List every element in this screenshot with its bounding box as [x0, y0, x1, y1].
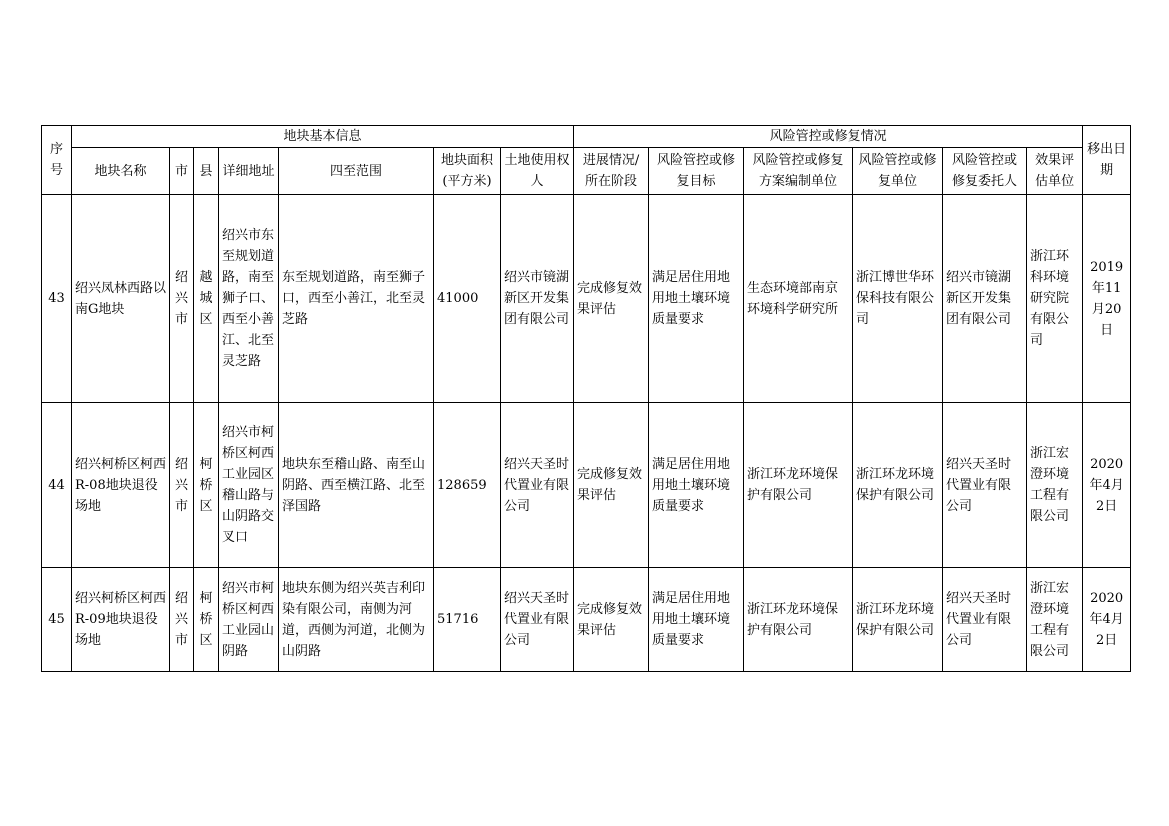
- header-row-columns: [42, 148, 1131, 195]
- header-risk-group: 风险管控或修复情况: [574, 126, 1083, 148]
- cell-evaluation-unit: 浙江宏澄环境工程有限公司: [1027, 568, 1083, 672]
- header-address: 详细地址: [219, 148, 279, 195]
- cell-target: 满足居住用地用地土壤环境质量要求: [649, 568, 744, 672]
- cell-removal-date: 2019年11月20日: [1083, 195, 1131, 403]
- cell-progress: 完成修复效果评估: [574, 403, 649, 568]
- header-basic-info-group: 地块基本信息: [72, 126, 574, 148]
- cell-seq: 45: [42, 568, 72, 672]
- cell-removal-date: 2020年4月2日: [1083, 568, 1131, 672]
- header-progress: 进展情况/所在阶段: [574, 148, 649, 195]
- cell-removal-date: 2020年4月2日: [1083, 403, 1131, 568]
- cell-land-user: 绍兴天圣时代置业有限公司: [501, 568, 574, 672]
- cell-city: 绍兴市: [170, 568, 194, 672]
- cell-target: 满足居住用地用地土壤环境质量要求: [649, 195, 744, 403]
- header-seq: 序号: [42, 126, 72, 195]
- cell-county: 越城区: [194, 195, 219, 403]
- cell-evaluation-unit: 浙江宏澄环境工程有限公司: [1027, 403, 1083, 568]
- header-evaluation-unit: 效果评估单位: [1027, 148, 1083, 195]
- header-plot-name: 地块名称: [72, 148, 170, 195]
- header-city: 市: [170, 148, 194, 195]
- header-boundaries: 四至范围: [279, 148, 434, 195]
- cell-area: 128659: [434, 403, 501, 568]
- header-target: 风险管控或修复目标: [649, 148, 744, 195]
- cell-plot-name: 绍兴柯桥区柯西R-08地块退役场地: [72, 403, 170, 568]
- cell-area: 41000: [434, 195, 501, 403]
- header-county: 县: [194, 148, 219, 195]
- cell-remediation-unit: 浙江环龙环境保护有限公司: [853, 403, 943, 568]
- cell-boundaries: 东至规划道路，南至狮子口，西至小善江，北至灵芝路: [279, 195, 434, 403]
- cell-evaluation-unit: 浙江环科环境研究院有限公司: [1027, 195, 1083, 403]
- cell-land-user: 绍兴市镜湖新区开发集团有限公司: [501, 195, 574, 403]
- header-land-user: 土地使用权人: [501, 148, 574, 195]
- header-client: 风险管控或修复委托人: [943, 148, 1027, 195]
- cell-county: 柯桥区: [194, 568, 219, 672]
- cell-city: 绍兴市: [170, 195, 194, 403]
- cell-plan-unit: 生态环境部南京环境科学研究所: [744, 195, 853, 403]
- cell-client: 绍兴市镜湖新区开发集团有限公司: [943, 195, 1027, 403]
- cell-county: 柯桥区: [194, 403, 219, 568]
- cell-remediation-unit: 浙江博世华环保科技有限公司: [853, 195, 943, 403]
- cell-progress: 完成修复效果评估: [574, 195, 649, 403]
- cell-address: 绍兴市柯桥区柯西工业园区稽山路与山阴路交叉口: [219, 403, 279, 568]
- cell-remediation-unit: 浙江环龙环境保护有限公司: [853, 568, 943, 672]
- header-plan-unit: 风险管控或修复方案编制单位: [744, 148, 853, 195]
- cell-boundaries: 地块东至稽山路、南至山阴路、西至横江路、北至泽国路: [279, 403, 434, 568]
- header-remediation-unit: 风险管控或修复单位: [853, 148, 943, 195]
- cell-address: 绍兴市东至规划道路，南至狮子口、西至小善江、北至灵芝路: [219, 195, 279, 403]
- cell-plot-name: 绍兴柯桥区柯西R-09地块退役场地: [72, 568, 170, 672]
- header-removal-date: 移出日期: [1083, 126, 1131, 195]
- cell-seq: 44: [42, 403, 72, 568]
- cell-seq: 43: [42, 195, 72, 403]
- cell-plan-unit: 浙江环龙环境保护有限公司: [744, 568, 853, 672]
- cell-area: 51716: [434, 568, 501, 672]
- cell-plan-unit: 浙江环龙环境保护有限公司: [744, 403, 853, 568]
- header-row-group: [42, 126, 1131, 148]
- table-row: [42, 568, 1131, 672]
- header-area: 地块面积(平方米): [434, 148, 501, 195]
- table-row: [42, 403, 1131, 568]
- cell-progress: 完成修复效果评估: [574, 568, 649, 672]
- cell-client: 绍兴天圣时代置业有限公司: [943, 568, 1027, 672]
- cell-boundaries: 地块东侧为绍兴英吉利印染有限公司，南侧为河道，西侧为河道，北侧为山阴路: [279, 568, 434, 672]
- cell-city: 绍兴市: [170, 403, 194, 568]
- cell-client: 绍兴天圣时代置业有限公司: [943, 403, 1027, 568]
- cell-plot-name: 绍兴凤林西路以南G地块: [72, 195, 170, 403]
- table-row: [42, 195, 1131, 403]
- cell-land-user: 绍兴天圣时代置业有限公司: [501, 403, 574, 568]
- cell-target: 满足居住用地用地土壤环境质量要求: [649, 403, 744, 568]
- cell-address: 绍兴市柯桥区柯西工业园山阴路: [219, 568, 279, 672]
- contaminated-sites-table: [41, 125, 1131, 672]
